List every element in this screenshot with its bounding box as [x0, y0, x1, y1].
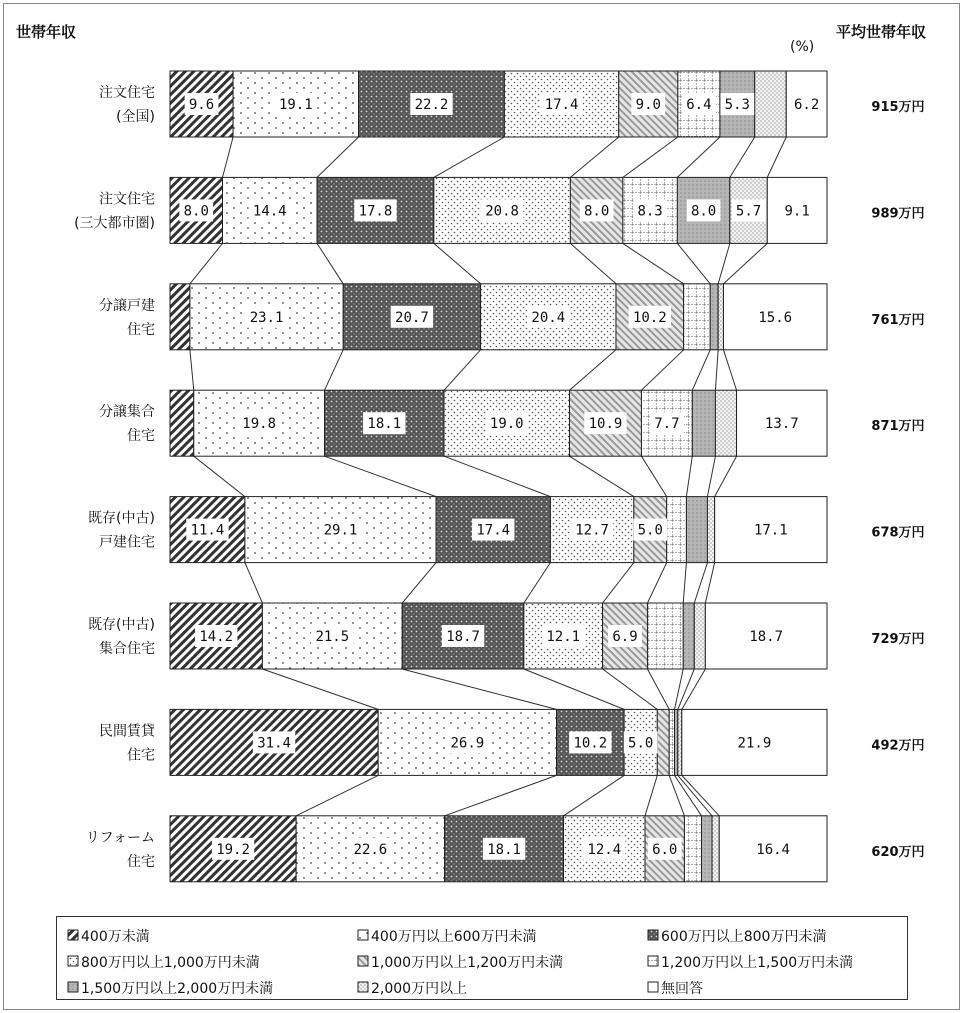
bar-segment [707, 497, 714, 563]
value-label: 12.1 [546, 629, 581, 645]
connector-line [524, 563, 551, 603]
category-label: (三大都市圏) [74, 215, 155, 232]
category-label: (全国) [116, 109, 155, 125]
connector-line [767, 137, 786, 177]
value-label: 16.4 [756, 841, 790, 858]
connector-line [678, 669, 694, 709]
category-label: 注文住宅 [99, 191, 155, 208]
connector-line [603, 563, 634, 603]
legend-label: 1,000万円以上1,200万円未満 [371, 955, 564, 971]
value-label: 14.4 [252, 203, 287, 220]
connector-line [683, 563, 686, 603]
connector-line [296, 775, 378, 815]
category-label: 住宅 [127, 747, 155, 764]
connector-line [647, 669, 669, 709]
value-label: 12.4 [587, 841, 622, 858]
y-axis-title: 世帯年収 [16, 23, 77, 41]
value-label: 9.1 [784, 203, 810, 220]
value-label: 8.3 [637, 203, 663, 220]
value-label: 7.7 [654, 416, 680, 433]
connector-line [444, 350, 481, 390]
value-label: 5.0 [628, 735, 654, 752]
bar-segment [684, 284, 711, 350]
connector-line [317, 137, 359, 177]
category-label: 集合住宅 [99, 641, 155, 657]
bar-segment [669, 709, 674, 775]
bar-segment [683, 603, 694, 669]
value-label: 9.6 [188, 97, 215, 113]
connector-line [645, 775, 657, 815]
legend-swatch [68, 956, 78, 966]
connector-line [705, 563, 714, 603]
category-label: 住宅 [127, 853, 155, 870]
value-label: 9.0 [635, 97, 661, 113]
value-label: 20.4 [531, 309, 566, 326]
bar-segment [755, 71, 787, 137]
connector-line [190, 243, 223, 283]
value-label: 8.0 [583, 203, 610, 220]
connector-line [524, 669, 624, 709]
category-label: 分譲戸建 [99, 297, 155, 314]
connector-line [694, 563, 707, 603]
bar-segment [712, 816, 719, 882]
value-label: 23.1 [249, 309, 284, 326]
category-labels [74, 85, 156, 870]
category-label: 住宅 [127, 321, 155, 338]
value-label: 5.3 [724, 97, 750, 113]
value-label: 18.1 [487, 841, 521, 858]
connector-line [402, 669, 556, 709]
value-label: 11.4 [190, 522, 225, 539]
average-income-value: 492万円 [871, 738, 925, 754]
connector-line [569, 456, 633, 496]
value-label: 6.2 [793, 97, 820, 113]
connector-line [641, 456, 666, 496]
bar-segment [715, 390, 736, 456]
connector-line [569, 350, 615, 390]
connector-line [623, 243, 684, 283]
value-label: 8.0 [690, 203, 717, 220]
category-label: 注文住宅 [99, 85, 155, 101]
unit-label: (%) [790, 39, 815, 55]
connector-line [434, 137, 505, 177]
connector-line [730, 137, 755, 177]
legend-label: 無回答 [661, 981, 703, 997]
connector-line [262, 669, 378, 709]
bar-segment [657, 709, 669, 775]
average-income-value: 915万円 [871, 100, 925, 115]
average-income-labels [871, 100, 924, 860]
bar-segment [702, 816, 713, 882]
value-label: 22.6 [353, 841, 388, 858]
value-label: 18.1 [367, 416, 402, 433]
category-label: 既存(中古) [88, 510, 155, 527]
value-label: 19.2 [216, 841, 250, 858]
value-label: 5.0 [637, 522, 663, 539]
connector-line [223, 137, 234, 177]
connector-line [715, 456, 737, 496]
legend-label: 400万円以上600万円未満 [371, 929, 537, 945]
value-label: 15.6 [758, 309, 793, 326]
category-label: 民間賃貸 [99, 723, 155, 740]
legend-swatch [358, 956, 368, 966]
average-income-value: 871万円 [871, 419, 925, 435]
avg-income-title: 平均世帯年収 [836, 23, 927, 41]
average-income-value: 989万円 [871, 206, 925, 222]
connector-line [678, 775, 712, 815]
connector-line [692, 350, 710, 390]
value-label: 17.4 [544, 97, 579, 113]
connector-line [623, 137, 678, 177]
average-income-value: 729万円 [871, 632, 925, 647]
value-label: 13.7 [764, 416, 799, 433]
value-label: 8.0 [183, 203, 209, 220]
bar-segment [694, 603, 705, 669]
value-label: 17.8 [358, 203, 393, 220]
value-label: 10.9 [588, 416, 623, 433]
category-label: リフォーム [85, 829, 155, 846]
bar-segment [718, 284, 723, 350]
bar-segment [684, 816, 701, 882]
value-label: 14.2 [199, 629, 234, 645]
legend-swatch [648, 982, 658, 992]
bar-segment [710, 284, 718, 350]
value-label: 19.8 [242, 416, 277, 433]
bar-segment [170, 284, 190, 350]
connector-line [570, 137, 618, 177]
bar-segment [686, 497, 707, 563]
value-label: 10.2 [573, 735, 608, 752]
legend-swatch [358, 930, 368, 940]
connector-line [723, 243, 767, 283]
category-label: 分譲集合 [99, 404, 155, 421]
category-label: 戸建住宅 [99, 534, 155, 551]
bar-segment [678, 709, 682, 775]
connector-line [570, 243, 616, 283]
bar-segment [667, 497, 687, 563]
connector-line [445, 775, 557, 815]
connector-line [715, 350, 718, 390]
legend-swatch [648, 956, 658, 966]
average-income-value: 678万円 [871, 525, 925, 541]
value-label: 21.9 [737, 735, 772, 752]
average-income-value: 761万円 [871, 312, 925, 328]
bar-segment [692, 390, 715, 456]
connector-line [682, 669, 706, 709]
legend-label: 800万円以上1,000万円未満 [81, 955, 260, 971]
value-label: 6.4 [686, 97, 712, 113]
bar-segment [647, 603, 683, 669]
value-label: 29.1 [323, 522, 358, 539]
connector-line [647, 563, 666, 603]
bar-segment [170, 390, 194, 456]
value-label: 6.0 [652, 841, 678, 858]
connector-line [677, 137, 720, 177]
connector-line [317, 243, 343, 283]
connector-line [669, 775, 684, 815]
average-income-value: 620万円 [871, 844, 925, 860]
legend-swatch [648, 930, 658, 940]
connector-line [325, 456, 437, 496]
value-label: 17.1 [753, 522, 788, 539]
value-label: 6.9 [612, 629, 638, 645]
value-label: 26.9 [450, 735, 485, 752]
legend-label: 400万未満 [81, 929, 150, 945]
legend-label: 1,500万円以上2,000万円未満 [81, 981, 274, 997]
value-label: 12.7 [575, 522, 609, 539]
connector-line [190, 350, 194, 390]
legend-swatch [68, 930, 78, 940]
legend [57, 917, 908, 1000]
connector-line [194, 456, 245, 496]
connector-line [603, 669, 658, 709]
connector-line [686, 456, 692, 496]
connector-line [444, 456, 550, 496]
connector-line [564, 775, 625, 815]
legend-label: 600万円以上800万円未満 [661, 929, 827, 945]
connector-line [402, 563, 436, 603]
value-label: 20.7 [395, 309, 429, 326]
value-label: 19.0 [489, 416, 524, 433]
legend-label: 2,000万円以上 [371, 981, 468, 997]
connector-line [325, 350, 344, 390]
connector-line [675, 669, 684, 709]
legend-label: 1,200万円以上1,500万円未満 [661, 955, 854, 971]
value-label: 5.7 [735, 203, 762, 220]
value-label: 10.2 [632, 309, 667, 326]
legend-swatch [358, 982, 368, 992]
value-label: 22.2 [414, 97, 449, 113]
legend-swatch [68, 982, 78, 992]
value-label: 20.8 [485, 203, 519, 220]
connector-line [641, 350, 683, 390]
value-label: 19.1 [278, 97, 313, 113]
value-label: 21.5 [315, 629, 350, 645]
connector-line [718, 243, 730, 283]
category-label: 既存(中古) [88, 617, 155, 633]
value-label: 17.4 [476, 522, 511, 539]
connector-line [434, 243, 481, 283]
value-label: 31.4 [257, 735, 291, 752]
connector-line [245, 563, 262, 603]
connector-line [723, 350, 736, 390]
connector-line [677, 243, 710, 283]
connector-line [707, 456, 715, 496]
category-label: 住宅 [127, 428, 155, 445]
value-label: 18.7 [749, 629, 784, 645]
value-label: 18.7 [446, 629, 480, 645]
